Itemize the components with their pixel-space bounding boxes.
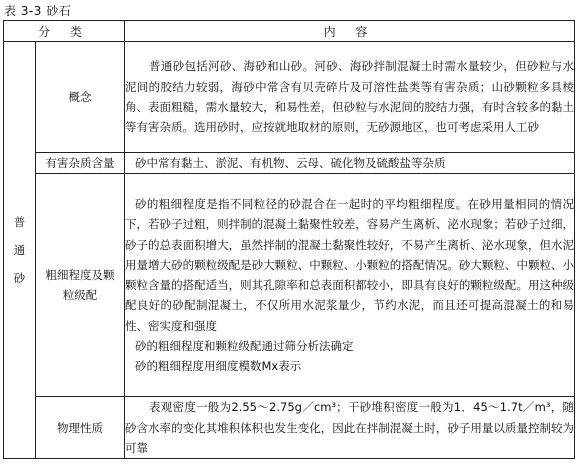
subcategory-cell: 物理性质 — [36, 397, 125, 459]
content-paragraph: 普通砂包括河砂、海砂和山砂。河砂、海砂拌制混凝土时需水量较少，但砂粒与水泥间的胶结力较弱，海砂中常含有贝壳碎片及可溶性盐类等有害杂质；山砂颗粒多具棱角、表面粗糙，需水量较大，和易性差，但砂粒与水泥间的胶结力强，有时含较多的黏土等有害杂质。选用砂时，应按就地取材的原则，无砂源地区，也可考虑采用人工砂 — [125, 59, 574, 135]
content-cell — [125, 153, 575, 174]
header-category: 分 类 — [4, 21, 125, 42]
subcategory-cell: 有害杂质含量 — [36, 153, 125, 174]
header-content: 内 容 — [125, 21, 575, 42]
table-row — [4, 42, 575, 153]
subcategory-cell: 概念 — [36, 42, 125, 153]
content-paragraph: 砂的粗细程度和颗粒级配通过筛分析法确定 — [135, 339, 354, 354]
content-paragraph: 砂中常有黏土、淤泥、有机物、云母、硫化物及硫酸盐等杂质 — [135, 156, 446, 170]
content-cell — [125, 174, 575, 397]
sand-table — [3, 20, 575, 459]
table-row — [4, 153, 575, 174]
content-paragraph: 表观密度一般为2.55～2.75g／cm³；干砂堆积密度一般为1．45～1.7t／m³，随砂含水率的变化其堆积体积也发生变化，因此在拌制混凝土时，砂子用量以质量控制较为可靠 — [125, 400, 574, 455]
subcategory-cell: 粗细程度及颗粒级配 — [36, 174, 125, 397]
content-paragraph: 砂的粗细程度用细度模数Mx表示 — [135, 359, 302, 374]
content-cell — [125, 397, 575, 459]
content-cell — [125, 42, 575, 153]
table-caption: 表 3-3 砂石 — [4, 4, 72, 18]
category-cell — [4, 42, 36, 459]
table-header-row — [4, 21, 575, 42]
table-row — [4, 397, 575, 459]
content-paragraph: 砂的粗细程度是指不同粒径的砂混合在一起时的平均粗细程度。在砂用量相同的情况下，若砂子过粗，则拌制的混凝土黏聚性较差，容易产生离析、泌水现象；若砂子过细，砂子的总表面积增大，虽然拌制的混凝土黏聚性较好，不易产生离析、泌水现象，但水泥用量增大砂的颗粒级配是砂大颗粒、中颗粒、小颗粒的搭配情况。砂大颗粒、中颗粒、小颗粒含量的搭配适当，则其孔隙率和总表面积都较小，即具有良好的颗粒级配。用这种级配良好的砂配制混凝土，不仅所用水泥浆量少，节约水泥，而且还可提高混凝土的和易性、密实度和强度 — [125, 196, 574, 333]
table-row — [4, 174, 575, 397]
category-label: 普通砂 — [13, 215, 26, 286]
